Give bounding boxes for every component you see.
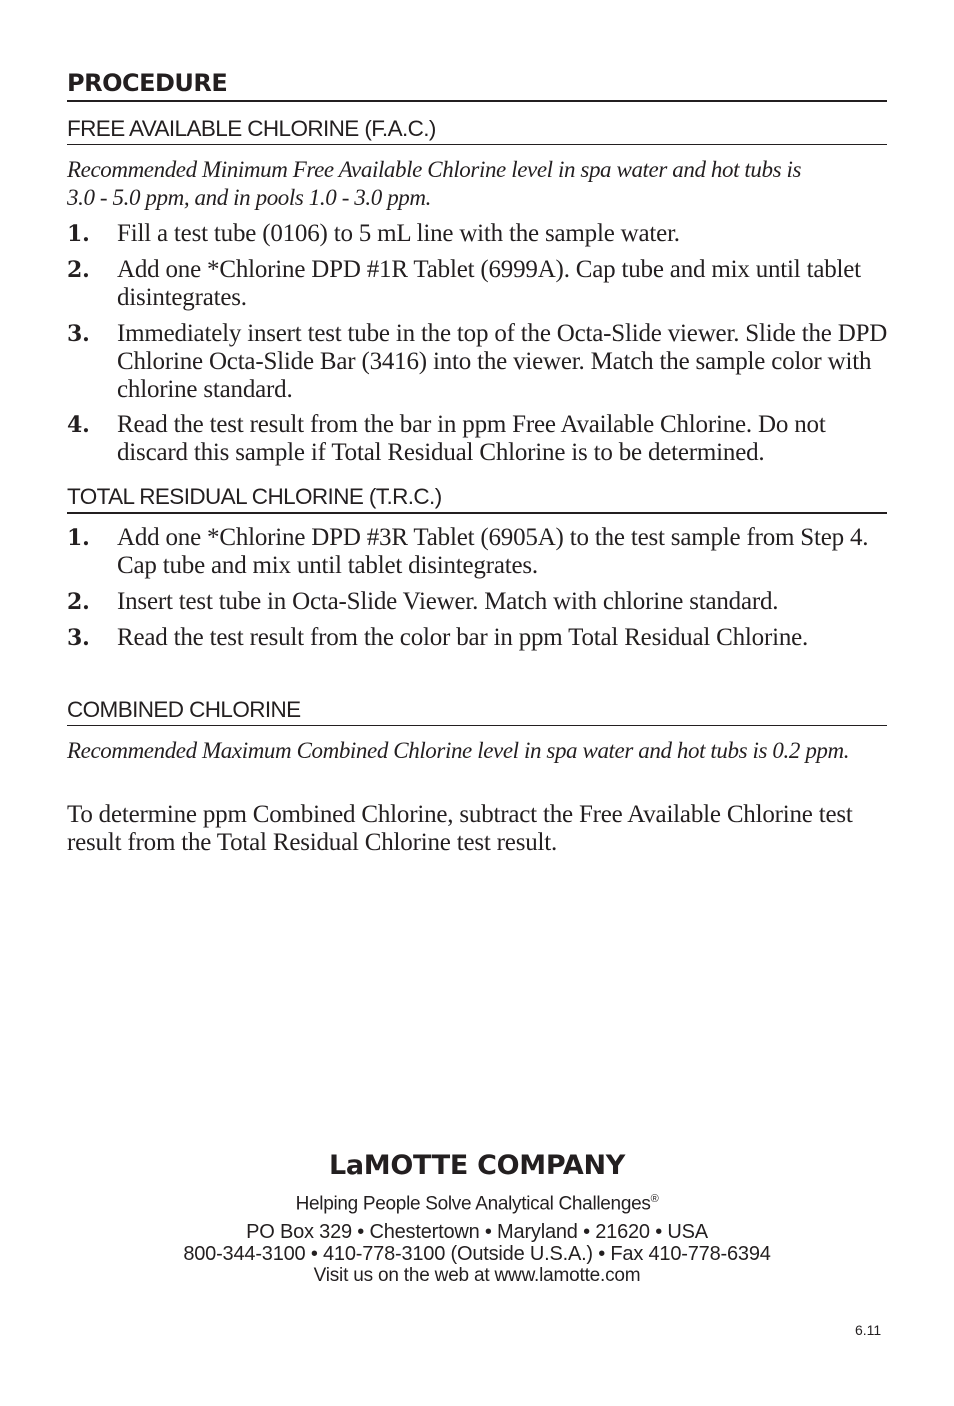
combined-instructions: To determine ppm Combined Chlorine, subtract the Free Available Chlorine test result from the Total Residual Chlorine test result.	[67, 801, 853, 856]
step-text: Fill a test tube (0106) to 5 mL line with the sample water.	[117, 220, 680, 247]
procedure-title: PROCEDURE	[67, 66, 887, 102]
step-number: 4.	[67, 412, 90, 438]
step-number: 1.	[67, 525, 90, 551]
step-text: Read the test result from the bar in ppm Free Available Chlorine. Do not discard this sample if Total Residual Chlorine is to be determined.	[117, 411, 826, 466]
step-number: 2.	[67, 257, 90, 283]
step-text: Insert test tube in Octa-Slide Viewer. Match with chlorine standard.	[117, 588, 779, 615]
fac-heading: FREE AVAILABLE CHLORINE (F.A.C.)	[67, 114, 887, 145]
fac-note-line-2: 3.0 - 5.0 ppm, and in pools 1.0 - 3.0 ppm.	[67, 185, 431, 210]
registered-mark: ®	[650, 1193, 659, 1205]
fac-recommendation-note	[67, 156, 887, 212]
trc-heading: TOTAL RESIDUAL CHLORINE (T.R.C.)	[67, 482, 887, 514]
version-number: 6.11	[855, 1322, 882, 1338]
combined-recommendation-note: Recommended Maximum Combined Chlorine level in spa water and hot tubs is 0.2 ppm.	[67, 738, 850, 763]
step-number: 2.	[67, 589, 90, 615]
step-number: 3.	[67, 321, 90, 347]
fac-note-line-1: Recommended Minimum Free Available Chlorine level in spa water and hot tubs is	[67, 157, 802, 182]
company-address: PO Box 329 • Chestertown • Maryland • 21620 • USA	[246, 1221, 708, 1243]
step-text: Immediately insert test tube in the top of the Octa-Slide viewer. Slide the DPD Chlorine Octa-Slide Bar (3416) into the viewer. Match the sample color with chlorine standard.	[117, 320, 888, 403]
combined-heading: COMBINED CHLORINE	[67, 695, 887, 726]
step-text: Add one *Chlorine DPD #1R Tablet (6999A). Cap tube and mix until tablet disintegrates.	[117, 256, 861, 311]
company-tagline	[0, 1186, 954, 1217]
company-name: LaMOTTE COMPANY	[328, 1150, 626, 1181]
company-web: Visit us on the web at www.lamotte.com	[313, 1265, 641, 1286]
step-text: Read the test result from the color bar in ppm Total Residual Chlorine.	[117, 624, 809, 651]
step-number: 3.	[67, 625, 90, 651]
step-number: 1.	[67, 221, 90, 247]
company-phones: 800-344-3100 • 410-778-3100 (Outside U.S.A.) • Fax 410-778-6394	[183, 1243, 771, 1265]
tagline-text: Helping People Solve Analytical Challenges	[295, 1193, 651, 1215]
step-text: Add one *Chlorine DPD #3R Tablet (6905A) to the test sample from Step 4. Cap tube and mix until tablet disintegrates.	[117, 524, 869, 579]
